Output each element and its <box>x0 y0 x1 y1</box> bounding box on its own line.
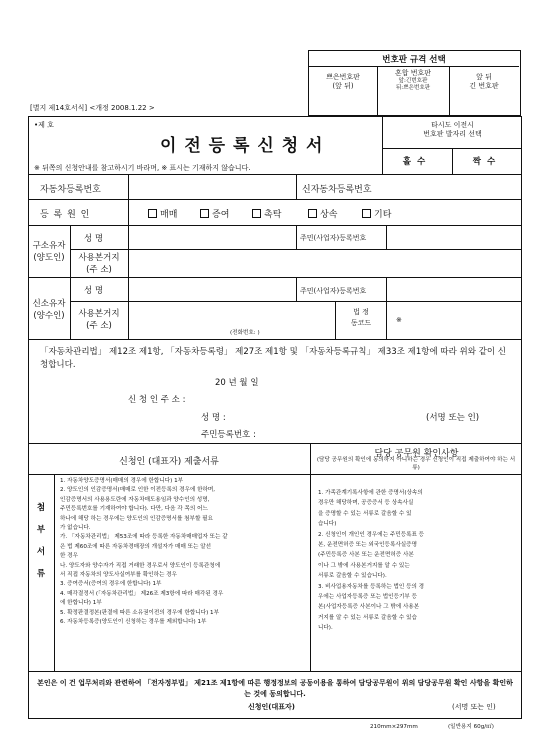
doc-item: 거지를 알 수 있는 서류로 갈음할 수 있습 <box>318 614 417 621</box>
transferor-address-label: 사용본거지 (주 소) <box>78 253 120 275</box>
odd-option[interactable]: 홀수 <box>402 157 432 167</box>
odd-even-title: 타시도 이전시 번호판 발자리 선택 <box>423 121 482 138</box>
applicant-address-label: 신 청 인 주 소 : <box>128 395 186 405</box>
doc-item: 가 없습니다. <box>60 525 91 532</box>
doc-item: 니다). <box>318 625 333 632</box>
doc-item: 6. 자동차등록증(양도인이 신청하는 경우를 제외합니다) 1부 <box>60 619 207 626</box>
cause-other-option[interactable]: 기타 <box>362 207 391 220</box>
doc-item: (주민등록증 사본 또는 운전면허증 사본 <box>318 552 414 559</box>
checkbox-icon[interactable] <box>308 209 317 218</box>
paper-spec: (일반용지 60g/㎡) <box>448 724 494 730</box>
doc-item: 한 경우 <box>60 553 78 560</box>
checkbox-icon[interactable] <box>252 209 261 218</box>
transferor-name-field[interactable] <box>130 227 294 247</box>
transferor-address-field[interactable] <box>130 251 520 275</box>
doc-item: 은 법 제60조에 따른 자동차경매장의 개설자가 매매 또는 알선 <box>60 543 212 550</box>
applicant-sign-label: (서명 또는 인) <box>426 413 480 423</box>
plate-selection-box <box>308 50 521 116</box>
vehicle-reg-no-label: 자동차등록번호 <box>40 185 101 195</box>
official-docs-list <box>318 490 518 633</box>
doc-item: 습니다) <box>318 521 337 528</box>
plate-option-long[interactable]: 앞 뒤 긴 번호판 <box>469 73 499 90</box>
consent-sign-label: (서명 또는 인) <box>452 703 496 711</box>
transferor-id-label: 주민(사업자)등록번호 <box>300 234 367 242</box>
legal-code-mark: ※ <box>396 316 402 324</box>
cause-entrust-option[interactable]: 촉탁 <box>252 207 281 220</box>
notice-text: ※ 뒤쪽의 신청안내를 참고하시기 바라며, ※ 표시는 기재하지 않습니다. <box>34 164 251 172</box>
checkbox-icon[interactable] <box>200 209 209 218</box>
doc-item: 경우만 해당하며, 공증증서 등 상속사실 <box>318 500 414 507</box>
checkbox-icon[interactable] <box>148 209 157 218</box>
transferee-address-label: 사용본거지 (주 소) <box>78 309 120 331</box>
plate-selection-title: 번호판 규격 선택 <box>382 55 446 65</box>
cause-trade-option[interactable]: 매매 <box>148 207 177 220</box>
doc-item: 가. 「자동차관리법」 제53조에 따라 등록한 자동차매매업자 또는 같 <box>60 534 228 541</box>
plate-option-mixed[interactable]: 혼합 번호판 앞:긴번호판 뒤:쁘은번호판 <box>394 69 432 92</box>
transferee-label: 신소유자 (양수인) <box>32 299 66 321</box>
doc-item: 서 직접 자동차의 양도사실여부를 확인하는 경우 <box>60 572 177 579</box>
official-check-header: 담당 공무원 확인사항 <box>374 449 459 459</box>
doc-item: 본, 운전면허증 또는 외국인등록사실증명 <box>318 542 417 549</box>
form-reference: [별지 제14호서식] <개정 2008.1.22 > <box>30 104 155 112</box>
form-title: 이 전 등 록 신 청 서 <box>160 136 324 156</box>
doc-item: 에 한합니다) 1부 <box>60 600 102 607</box>
doc-item: 2. 양도인의 인감증명서(매매로 인한 이전등록의 경우에 한하며, <box>60 487 216 494</box>
transferee-id-label: 주민(사업자)등록번호 <box>300 287 367 295</box>
registration-cause-label: 등 록 원 인 <box>40 210 91 220</box>
applicant-docs-list <box>60 478 308 627</box>
doc-item: 을 증명할 수 있는 서류로 갈음할 수 있 <box>318 510 412 517</box>
even-option[interactable]: 짝수 <box>472 157 502 167</box>
attachments-side-label: 첨 부 서 류 <box>36 503 46 579</box>
doc-item: 인감증명서의 사용용도란에 자동차매도용임과 양수인의 성명, <box>60 496 210 503</box>
transferee-name-label: 성 명 <box>84 286 104 296</box>
transferor-name-label: 성 명 <box>84 234 104 244</box>
doc-item: 본(사업자등록증 사본이나 그 밖에 사용본 <box>318 604 420 611</box>
legal-code-label: 법 정 동코드 <box>350 308 372 327</box>
doc-item: 하나에 해당 하는 경우에는 양도인의 인감증명서를 첨부할 필요 <box>60 515 213 522</box>
phone-label: (전화번호: ) <box>230 330 260 336</box>
application-date: 20 년 월 일 <box>215 378 259 388</box>
doc-item: 3. 증여증서(증여의 경우에 한합니다) 1부 <box>60 581 162 588</box>
cause-gift-option[interactable]: 증여 <box>200 207 229 220</box>
doc-item: 주민등록번호를 기재하여야 합니다). 다만, 다음 각 목의 어느 <box>60 506 208 513</box>
consent-signer-label: 신청인(대표자) <box>248 703 295 711</box>
new-reg-no-field[interactable] <box>400 175 520 198</box>
application-statement: 「자동차관리법」 제12조 제1항, 「자동차등록령」 제27조 제1항 및 「자동차등록규칙」 제33조 제1항에 따라 위와 같이 신청합니다. <box>40 347 506 370</box>
checkbox-icon[interactable] <box>362 209 371 218</box>
doc-item: 이나 그 밖에 사용본거지를 알 수 있는 <box>318 562 410 569</box>
consent-statement: 본인은 이 건 업무처리와 관련하여 「전자정부법」 제21조 제1항에 따른 행정정보의 공동이용을 통하여 담당공무원이 위의 담당공무원 확인 사항을 확인하는 것에 동의합니다. <box>37 679 513 698</box>
official-check-subtext: (담당 공무원의 확인에 동의하지 아니하는 경우 신청인이 직접 제출하여야 하는 서류) <box>316 457 516 471</box>
doc-item: 5. 확정판결정본(판결에 따른 소유권이전의 경우에 한합니다) 1부 <box>60 609 220 616</box>
doc-item: 나. 양도자와 양수자가 직접 거래한 경우로서 양도인이 등록관청에 <box>60 562 221 569</box>
vehicle-reg-no-field[interactable] <box>129 175 295 198</box>
new-reg-no-label: 신자동차등록번호 <box>302 185 372 195</box>
transferee-address-field[interactable] <box>130 303 333 337</box>
paper-size: 210mm×297mm <box>370 724 418 730</box>
doc-item: 우에는 사업자등록증 또는 법인등기부 등 <box>318 594 417 601</box>
transferee-name-field[interactable] <box>130 279 294 299</box>
doc-item: 서류로 갈음할 수 있습니다). <box>318 573 387 580</box>
applicant-docs-header: 신청인 (대표자) 제출서류 <box>119 457 219 467</box>
receipt-number-label: •제 호 <box>34 121 54 129</box>
cause-inherit-option[interactable]: 상속 <box>308 207 337 220</box>
applicant-id-label: 주민등록번호 : <box>201 430 256 440</box>
doc-item: 1. 자동차양도증명서(매매의 경우에 한합니다) 1부 <box>60 478 184 484</box>
doc-item: 2. 신청인이 개인인 경우에는 주민등록표 등 <box>318 531 425 538</box>
applicant-name-label: 성 명 : <box>201 413 226 423</box>
plate-option-short[interactable]: 쁘은번호판 (앞 뒤) <box>326 73 360 90</box>
doc-item: 3. 비사업용자동차를 등록하는 법인 등의 경 <box>318 583 425 590</box>
doc-item: 1. 가족관계기록사항에 관한 증명서(상속의 <box>318 490 423 496</box>
transferor-label: 구소유자 (양도인) <box>32 241 66 263</box>
doc-item: 4. 매각결정서 (「자동차관리법」 제26조 제3항에 따라 매각된 경우 <box>60 590 224 597</box>
